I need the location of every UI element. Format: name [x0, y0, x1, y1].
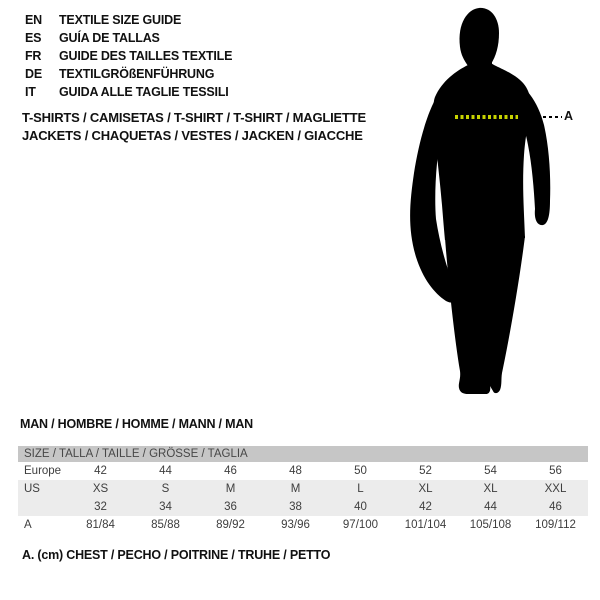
- lang-code: IT: [25, 85, 36, 99]
- table-row-uk: [18, 498, 588, 516]
- cell: 97/100: [342, 519, 379, 531]
- cell: XS: [92, 483, 109, 495]
- cell: XL: [483, 483, 498, 495]
- cell: 109/112: [535, 519, 576, 531]
- cell: 56: [549, 465, 562, 477]
- cell: 54: [484, 465, 497, 477]
- size-table-header-row: [18, 446, 588, 462]
- category-tshirts: T-SHIRTS / CAMISETAS / T-SHIRT / T-SHIRT / MAGLIETTE: [22, 110, 366, 125]
- cell: 36: [224, 501, 237, 513]
- cell: 44: [159, 465, 172, 477]
- category-jackets: JACKETS / CHAQUETAS / VESTES / JACKEN / GIACCHE: [22, 128, 363, 143]
- cell: 42: [94, 465, 107, 477]
- footnote-chest: A. (cm) CHEST / PECHO / POITRINE / TRUHE / PETTO: [22, 548, 331, 562]
- lang-row-es: [25, 29, 232, 47]
- cell: 52: [419, 465, 432, 477]
- lang-row-it: [25, 83, 232, 101]
- cell: 44: [484, 501, 497, 513]
- cell: 50: [354, 465, 367, 477]
- cell: 46: [224, 465, 237, 477]
- category-lines: [22, 109, 366, 145]
- table-row-us: [18, 480, 588, 498]
- table-row-europe: [18, 462, 588, 480]
- man-silhouette-figure: [398, 5, 578, 401]
- cell: S: [161, 483, 170, 495]
- cell: 42: [419, 501, 432, 513]
- table-row-chest: [18, 516, 588, 534]
- lang-code: DE: [25, 67, 42, 81]
- cell: 101/104: [404, 519, 447, 531]
- lang-title: GUIDA ALLE TAGLIE TESSILI: [59, 85, 229, 99]
- cell: 32: [94, 501, 107, 513]
- measure-label-a: A: [564, 109, 574, 123]
- lang-row-de: [25, 65, 232, 83]
- section-title-man: MAN / HOMBRE / HOMME / MANN / MAN: [20, 417, 253, 431]
- lang-code: EN: [25, 13, 42, 27]
- cell: 48: [289, 465, 302, 477]
- lang-title: TEXTILE SIZE GUIDE: [59, 13, 182, 27]
- cell: M: [290, 483, 301, 495]
- row-label: US: [24, 483, 40, 495]
- size-table: [18, 446, 588, 534]
- lang-row-fr: [25, 47, 232, 65]
- lang-row-en: [25, 11, 232, 29]
- cell: 85/88: [151, 519, 180, 531]
- cell: 38: [289, 501, 302, 513]
- lang-title: GUIDE DES TAILLES TEXTILE: [59, 49, 233, 63]
- cell: XL: [418, 483, 433, 495]
- lang-code: ES: [25, 31, 42, 45]
- row-label: A: [24, 519, 32, 531]
- cell: 81/84: [86, 519, 115, 531]
- row-label: [18, 498, 68, 516]
- cell: XXL: [544, 483, 567, 495]
- cell: 34: [159, 501, 172, 513]
- lang-title: TEXTILGRÖßENFÜHRUNG: [59, 67, 215, 81]
- cell: L: [357, 483, 364, 495]
- cell: 46: [549, 501, 562, 513]
- lang-code: FR: [25, 49, 42, 63]
- cell: 105/108: [469, 519, 512, 531]
- man-silhouette-icon: [398, 5, 578, 401]
- cell: 40: [354, 501, 367, 513]
- size-table-header: SIZE / TALLA / TAILLE / GRÖSSE / TAGLIA: [18, 446, 588, 462]
- cell: 89/92: [216, 519, 245, 531]
- language-list: [25, 11, 232, 101]
- cell: M: [225, 483, 236, 495]
- row-label: Europe: [24, 465, 62, 477]
- cell: 93/96: [281, 519, 310, 531]
- lang-title: GUÍA DE TALLAS: [59, 31, 160, 45]
